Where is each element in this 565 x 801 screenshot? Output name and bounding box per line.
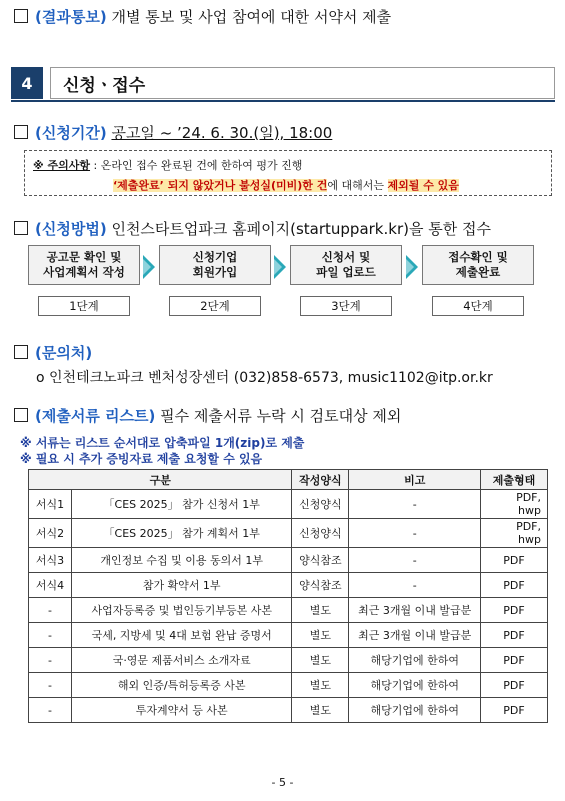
row-remarks: 최근 3개월 이내 발급분	[349, 598, 481, 623]
row-form: 양식참조	[292, 573, 349, 598]
row-format: PDF	[481, 573, 548, 598]
row-remarks: -	[349, 519, 481, 548]
step-box-2	[159, 245, 271, 285]
row-document: 개인정보 수집 및 이용 동의서 1부	[71, 548, 292, 573]
row-format: PDF	[481, 673, 548, 698]
row-document: 국세, 지방세 및 4대 보험 완납 증명서	[71, 623, 292, 648]
row-format: PDF, hwp	[481, 490, 548, 519]
result-notice-text: 개별 통보 및 사업 참여에 대한 서약서 제출	[111, 8, 392, 26]
stage-1: 1단계	[38, 296, 130, 316]
table-row	[29, 623, 548, 648]
row-document: 「CES 2025」 참가 신청서 1부	[71, 490, 292, 519]
row-form: 별도	[292, 623, 349, 648]
step-box-4	[422, 245, 534, 285]
documents-note-1: ※ 서류는 리스트 순서대로 압축파일 1개(zip)로 제출	[20, 436, 305, 450]
row-code: -	[29, 623, 72, 648]
row-remarks: 해당기업에 한하여	[349, 698, 481, 723]
notice-text-2: 에 대해서는	[327, 179, 388, 192]
step-4-line-1: 접수확인 및	[448, 250, 508, 264]
checkbox-square-icon	[14, 9, 28, 23]
contact-text: o 인천테크노파크 벤처성장센터 (032)858-6573, music1102@itp.or.kr	[36, 370, 493, 386]
step-box-3	[290, 245, 402, 285]
step-box-1	[28, 245, 140, 285]
row-form: 별도	[292, 648, 349, 673]
row-form: 양식참조	[292, 548, 349, 573]
row-code: -	[29, 698, 72, 723]
notice-row-2	[113, 177, 459, 193]
row-code: -	[29, 648, 72, 673]
row-code: 서식2	[29, 519, 72, 548]
table-row	[29, 673, 548, 698]
row-format: PDF	[481, 648, 548, 673]
table-row	[29, 598, 548, 623]
row-code: 서식1	[29, 490, 72, 519]
row-code: 서식4	[29, 573, 72, 598]
notice-excluded: 제외될 수 있음	[387, 179, 459, 192]
contact-label: (문의처)	[35, 344, 93, 362]
row-remarks: -	[349, 573, 481, 598]
period-text: 공고일 ~ ’24. 6. 30.(일), 18:00	[111, 124, 333, 142]
checkbox-square-icon	[14, 125, 28, 139]
application-method-line	[14, 218, 491, 239]
row-remarks: -	[349, 490, 481, 519]
result-notice-line	[14, 6, 391, 27]
method-text: 인천스타트업파크 홈페이지(startuppark.kr)을 통한 접수	[111, 220, 491, 238]
row-form: 별도	[292, 698, 349, 723]
row-document: 국·영문 제품서비스 소개자료	[71, 648, 292, 673]
notice-text-1: : 온라인 접수 완료된 건에 한하여 평가 진행	[90, 159, 303, 172]
table-row	[29, 548, 548, 573]
step-2-line-1: 신청기업	[192, 250, 238, 264]
row-form: 별도	[292, 598, 349, 623]
stage-3: 3단계	[300, 296, 392, 316]
row-document: 참가 확약서 1부	[71, 573, 292, 598]
row-code: -	[29, 598, 72, 623]
stage-2: 2단계	[169, 296, 261, 316]
row-code: 서식3	[29, 548, 72, 573]
method-label: (신청방법)	[35, 220, 107, 238]
header-remarks: 비고	[349, 470, 481, 490]
header-format: 제출형태	[481, 470, 548, 490]
row-remarks: 해당기업에 한하여	[349, 673, 481, 698]
notice-highlight: ‘제출완료’ 되지 않았거나 불성실(미비)한 건	[113, 179, 328, 192]
stage-4: 4단계	[432, 296, 524, 316]
row-remarks: -	[349, 548, 481, 573]
row-document: 해외 인증/특허등록증 사본	[71, 673, 292, 698]
step-1-line-2: 사업계획서 작성	[43, 265, 125, 279]
checkbox-square-icon	[14, 221, 28, 235]
table-row	[29, 490, 548, 519]
header-form: 작성양식	[292, 470, 349, 490]
notice-label: ※ 주의사항	[33, 159, 91, 172]
row-form: 별도	[292, 673, 349, 698]
header-category: 구분	[29, 470, 292, 490]
documents-note-2: ※ 필요 시 추가 증빙자료 제출 요청할 수 있음	[20, 452, 263, 466]
row-form: 신청양식	[292, 519, 349, 548]
application-period-line	[14, 122, 332, 143]
step-arrow-icon	[143, 255, 155, 279]
table-row	[29, 648, 548, 673]
notice-box	[24, 150, 552, 196]
period-label: (신청기간)	[35, 124, 107, 142]
documents-header	[14, 405, 401, 426]
step-1-line-1: 공고문 확인 및	[46, 250, 122, 264]
table-row	[29, 519, 548, 548]
step-3-line-2: 파일 업로드	[316, 265, 376, 279]
documents-table	[28, 469, 548, 723]
row-document: 투자계약서 등 사본	[71, 698, 292, 723]
step-arrow-icon	[274, 255, 286, 279]
row-document: 「CES 2025」 참가 계획서 1부	[71, 519, 292, 548]
table-header-row	[29, 470, 548, 490]
row-remarks: 최근 3개월 이내 발급분	[349, 623, 481, 648]
row-form: 신청양식	[292, 490, 349, 519]
row-format: PDF	[481, 623, 548, 648]
step-2-line-2: 회원가입	[192, 265, 238, 279]
row-remarks: 해당기업에 한하여	[349, 648, 481, 673]
row-format: PDF	[481, 598, 548, 623]
row-code: -	[29, 673, 72, 698]
section-rule	[11, 100, 555, 102]
documents-text: 필수 제출서류 누락 시 검토대상 제외	[160, 407, 402, 425]
checkbox-square-icon	[14, 408, 28, 422]
notice-row-1	[33, 157, 302, 173]
documents-label: (제출서류 리스트)	[35, 407, 156, 425]
table-row	[29, 573, 548, 598]
result-notice-label: (결과통보)	[35, 8, 107, 26]
section-number: 4	[11, 67, 43, 99]
page-number: - 5 -	[271, 776, 294, 789]
row-document: 사업자등록증 및 법인등기부등본 사본	[71, 598, 292, 623]
step-4-line-2: 제출완료	[455, 265, 501, 279]
table-row	[29, 698, 548, 723]
section-title: 신청ㆍ접수	[50, 67, 555, 99]
row-format: PDF, hwp	[481, 519, 548, 548]
step-3-line-1: 신청서 및	[321, 250, 371, 264]
step-arrow-icon	[406, 255, 418, 279]
checkbox-square-icon	[14, 345, 28, 359]
row-format: PDF	[481, 548, 548, 573]
contact-header	[14, 342, 92, 363]
row-format: PDF	[481, 698, 548, 723]
